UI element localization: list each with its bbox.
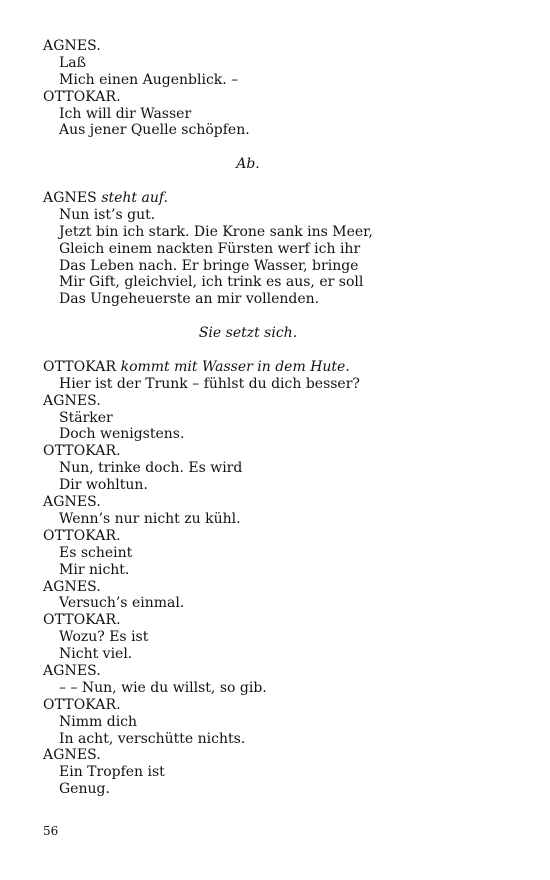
speaker-line <box>43 494 513 511</box>
speaker-line <box>43 528 513 545</box>
play-text <box>43 38 513 798</box>
verse-line: Jetzt bin ich stark. Die Krone sank ins Meer, <box>59 223 373 240</box>
speaker-name: OTTOKAR <box>43 358 117 375</box>
verse-line: Wenn’s nur nicht zu kühl. <box>59 510 241 527</box>
stage-direction: Sie setzt sich. <box>198 325 298 342</box>
verse-line: Es scheint <box>59 544 133 561</box>
blank-line <box>43 139 513 156</box>
verse-line: Mich einen Augenblick. – <box>59 71 239 88</box>
speaker-name: OTTOKAR. <box>43 612 121 629</box>
speaker-name: OTTOKAR. <box>43 88 121 105</box>
speaker-name: AGNES. <box>43 494 101 511</box>
speaker-name: OTTOKAR. <box>43 527 121 544</box>
speaker-line <box>43 443 513 460</box>
speaker-line <box>43 89 513 106</box>
stage-direction-inline: steht auf. <box>101 190 168 207</box>
speaker-line <box>43 579 513 596</box>
verse-line: Doch wenigstens. <box>59 426 185 443</box>
speaker-name: AGNES. <box>43 662 101 679</box>
verse-line: Ich will dir Wasser <box>59 105 192 122</box>
verse-line: Ein Tropfen ist <box>59 764 165 781</box>
speaker-name: AGNES. <box>43 578 101 595</box>
speaker-line <box>43 663 513 680</box>
speaker-line <box>43 38 513 55</box>
speaker-line <box>43 359 513 376</box>
verse-line: Hier ist der Trunk – fühlst du dich besser? <box>59 375 360 392</box>
speaker-line <box>43 747 513 764</box>
verse-line: Aus jener Quelle schöpfen. <box>59 122 250 139</box>
verse-line: Stärker <box>59 409 113 426</box>
speaker-name: AGNES. <box>43 747 101 764</box>
speaker-name: OTTOKAR. <box>43 443 121 460</box>
speaker-name: AGNES. <box>43 392 101 409</box>
speaker-name: OTTOKAR. <box>43 696 121 713</box>
verse-line: Mir Gift, gleichviel, ich trink es aus, er soll <box>59 274 364 291</box>
verse-line: Laß <box>59 54 86 71</box>
stage-direction: Ab. <box>236 156 260 173</box>
verse-line: Gleich einem nackten Fürsten werf ich ihr <box>59 240 361 257</box>
verse-line: – – Nun, wie du willst, so gib. <box>59 679 267 696</box>
speaker-name: AGNES. <box>43 38 101 54</box>
verse-line: Genug. <box>59 781 110 798</box>
speaker-name: AGNES <box>43 190 97 207</box>
stage-direction-inline: kommt mit Wasser in dem Hute. <box>120 358 350 375</box>
verse-line: Mir nicht. <box>59 561 130 578</box>
verse-line: Nun, trinke doch. Es wird <box>59 460 243 477</box>
verse-line: In acht, verschütte nichts. <box>59 730 246 747</box>
speaker-line <box>43 612 513 629</box>
verse-line: Wozu? Es ist <box>59 629 149 646</box>
verse-line: Nun ist’s gut. <box>59 206 156 223</box>
verse-line: Versuch’s einmal. <box>59 595 185 612</box>
page-number: 56 <box>43 824 59 838</box>
blank-line <box>43 308 513 325</box>
speaker-line <box>43 697 513 714</box>
verse-line: Das Ungeheuerste an mir vollenden. <box>59 291 320 308</box>
verse-line: Nicht viel. <box>59 646 133 663</box>
verse-line: Nimm dich <box>59 713 138 730</box>
verse-line: Dir wohltun. <box>59 477 148 494</box>
speaker-line <box>43 190 513 207</box>
blank-line <box>43 173 513 190</box>
speaker-line <box>43 393 513 410</box>
verse-line: Das Leben nach. Er bringe Wasser, bringe <box>59 257 359 274</box>
blank-line <box>43 342 513 359</box>
